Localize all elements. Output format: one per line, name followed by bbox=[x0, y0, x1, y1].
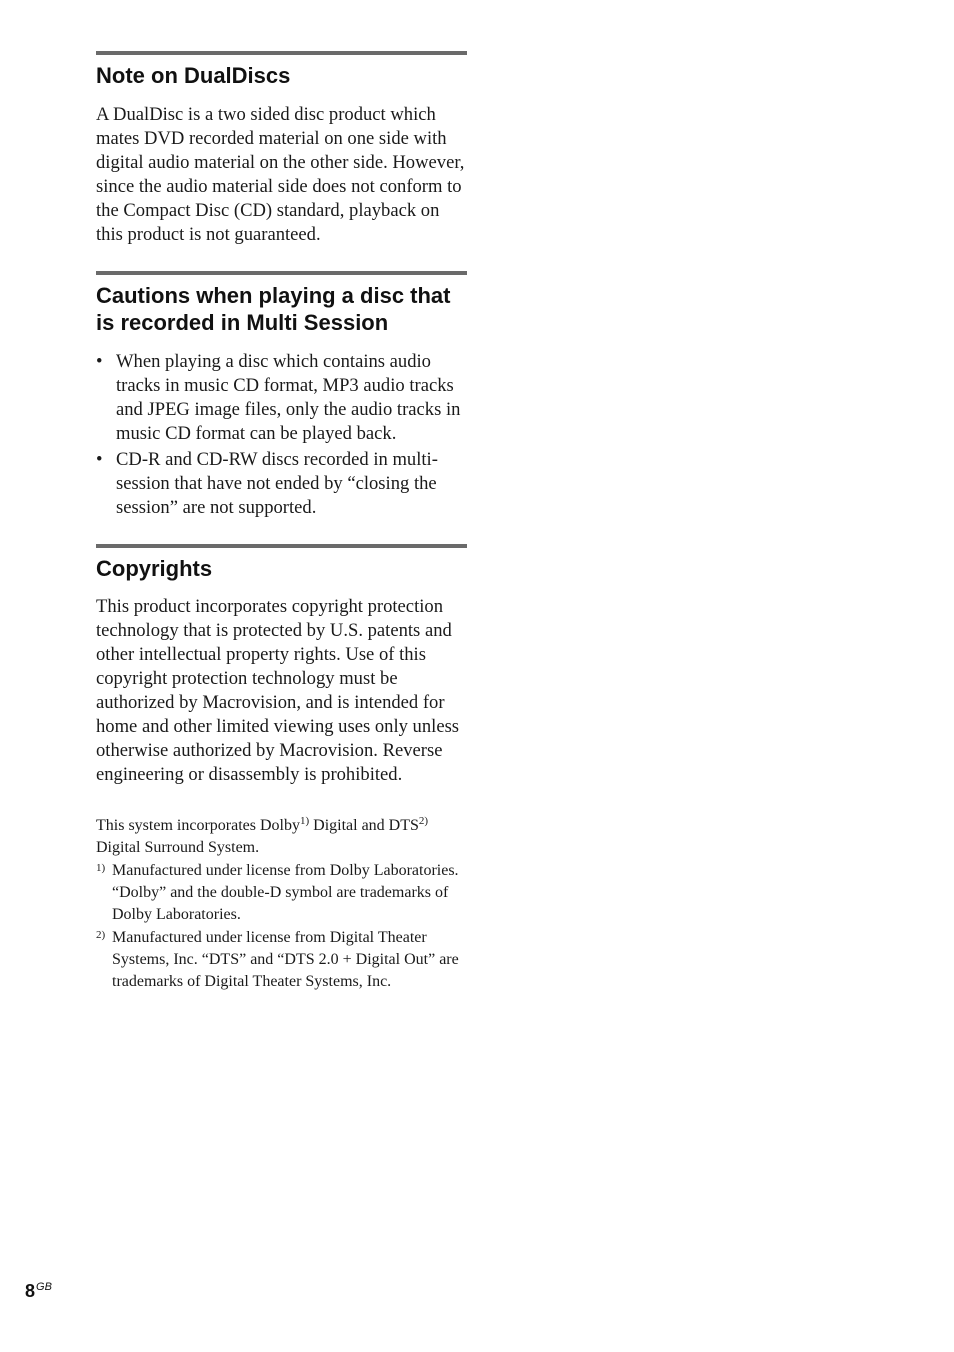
statement-text: This system incorporates Dolby bbox=[96, 817, 300, 834]
section-dualdiscs bbox=[96, 51, 467, 247]
section-multi-session bbox=[96, 271, 467, 520]
list-item bbox=[96, 448, 467, 520]
page-number bbox=[25, 1281, 52, 1302]
footnote bbox=[96, 860, 467, 926]
section-paragraph: This product incorporates copyright protection technology that is protected by U.S. patents and other intellectual property rights. Use of this copyright protection technology must be authorized by Macrovision, and is intended for home and other limited viewing uses only unless otherwise authorized by Macrovision. Reverse engineering or disassembly is prohibited. bbox=[96, 596, 460, 785]
footnote-ref: 1) bbox=[299, 815, 310, 827]
footnote bbox=[96, 927, 467, 993]
page-number-suffix: GB bbox=[36, 1281, 52, 1293]
content-column bbox=[96, 51, 467, 993]
bullet-icon: • bbox=[96, 350, 103, 372]
section-heading: Cautions when playing a disc that is recorded in Multi Session bbox=[96, 282, 451, 335]
section-rule bbox=[96, 271, 467, 275]
trademark-notes bbox=[96, 815, 467, 993]
section-rule bbox=[96, 544, 467, 548]
footnote-mark: 2) bbox=[96, 929, 106, 941]
bullet-icon: • bbox=[96, 448, 103, 470]
page-number-value: 8 bbox=[25, 1281, 36, 1301]
list-item bbox=[96, 350, 467, 446]
section-rule bbox=[96, 51, 467, 55]
section-paragraph: A DualDisc is a two sided disc product which mates DVD recorded material on one side with digital audio material on the other side. However, since the audio material side does not conform to the Compact Disc (CD) standard, playback on this product is not guaranteed. bbox=[96, 103, 465, 245]
footnote-ref: 2) bbox=[418, 815, 429, 827]
section-heading: Copyrights bbox=[96, 555, 213, 581]
dolby-dts-statement bbox=[96, 815, 467, 859]
bullet-list bbox=[96, 350, 467, 520]
statement-text: Digital and DTS bbox=[309, 817, 419, 834]
list-item-text: When playing a disc which contains audio tracks in music CD format, MP3 audio tracks and JPEG image files, only the audio tracks in music CD format can be played back. bbox=[116, 350, 461, 444]
statement-text: Digital Surround System. bbox=[96, 839, 260, 856]
footnote-mark: 1) bbox=[96, 862, 106, 874]
footnote-text: Manufactured under license from Dolby Laboratories. “Dolby” and the double-D symbol are trademarks of Dolby Laboratories. bbox=[112, 862, 459, 923]
list-item-text: CD-R and CD-RW discs recorded in multi-session that have not ended by “closing the session” are not supported. bbox=[116, 448, 438, 518]
section-heading: Note on DualDiscs bbox=[96, 63, 291, 88]
footnote-text: Manufactured under license from Digital Theater Systems, Inc. “DTS” and “DTS 2.0 + Digital Out” are trademarks of Digital Theater Systems, Inc. bbox=[112, 929, 459, 990]
section-copyrights bbox=[96, 544, 467, 788]
